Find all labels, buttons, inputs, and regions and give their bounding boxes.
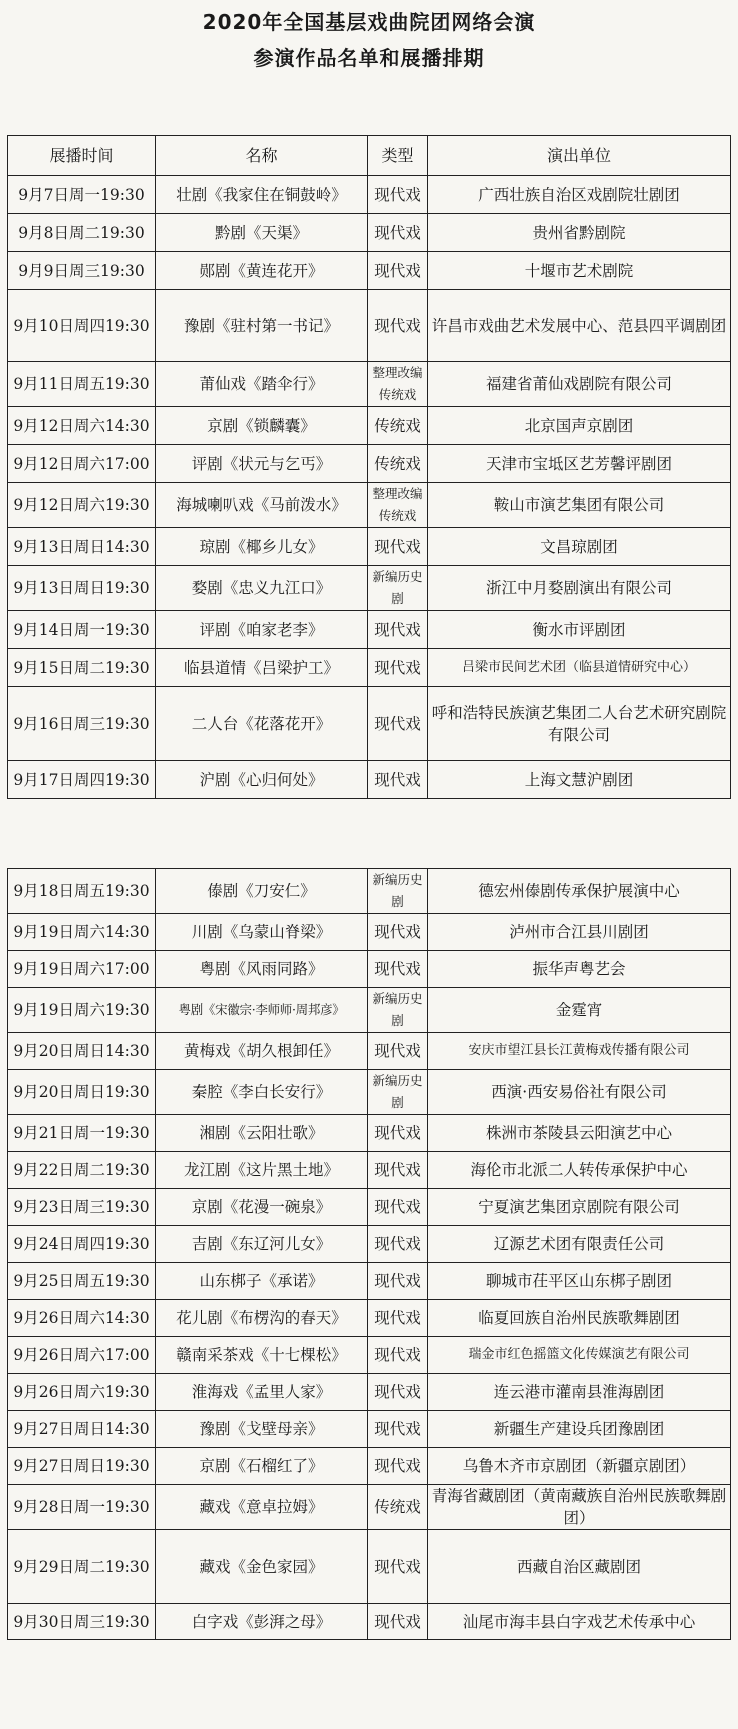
work-name: 豫剧《驻村第一书记》 xyxy=(156,290,368,362)
work-type: 现代戏 xyxy=(368,649,428,687)
work-name: 藏戏《意卓拉姆》 xyxy=(156,1485,368,1530)
work-name: 山东梆子《承诺》 xyxy=(156,1263,368,1300)
work-type: 新编历史剧 xyxy=(368,1070,428,1115)
work-type: 现代戏 xyxy=(368,1300,428,1337)
performing-unit: 海伦市北派二人转传承保护中心 xyxy=(428,1152,731,1189)
performing-unit: 许昌市戏曲艺术发展中心、范县四平调剧团 xyxy=(428,290,731,362)
work-type: 整理改编传统戏 xyxy=(368,483,428,528)
schedule-table-part2 xyxy=(7,868,731,1640)
work-name: 黄梅戏《胡久根卸任》 xyxy=(156,1033,368,1070)
broadcast-time: 9月12日周六17:00 xyxy=(8,445,156,483)
broadcast-time: 9月29日周二19:30 xyxy=(8,1530,156,1604)
work-type: 新编历史剧 xyxy=(368,988,428,1033)
broadcast-time: 9月13日周日14:30 xyxy=(8,528,156,566)
broadcast-time: 9月16日周三19:30 xyxy=(8,687,156,761)
performing-unit: 衡水市评剧团 xyxy=(428,611,731,649)
broadcast-time: 9月28日周一19:30 xyxy=(8,1485,156,1530)
performing-unit: 呼和浩特民族演艺集团二人台艺术研究剧院有限公司 xyxy=(428,687,731,761)
table-row xyxy=(8,1411,731,1448)
work-name: 粤剧《风雨同路》 xyxy=(156,951,368,988)
work-name: 评剧《状元与乞丐》 xyxy=(156,445,368,483)
table-row xyxy=(8,566,731,611)
broadcast-time: 9月14日周一19:30 xyxy=(8,611,156,649)
work-name: 花儿剧《布楞沟的春天》 xyxy=(156,1300,368,1337)
work-type: 现代戏 xyxy=(368,1374,428,1411)
work-type: 现代戏 xyxy=(368,951,428,988)
work-type: 现代戏 xyxy=(368,1226,428,1263)
performing-unit: 连云港市灌南县淮海剧团 xyxy=(428,1374,731,1411)
broadcast-time: 9月12日周六14:30 xyxy=(8,407,156,445)
performing-unit: 福建省莆仙戏剧院有限公司 xyxy=(428,362,731,407)
table-row xyxy=(8,1115,731,1152)
work-name: 临县道情《吕梁护工》 xyxy=(156,649,368,687)
performing-unit: 天津市宝坻区艺芳馨评剧团 xyxy=(428,445,731,483)
work-name: 白字戏《彭湃之母》 xyxy=(156,1604,368,1640)
table-row xyxy=(8,1337,731,1374)
work-name: 黔剧《天渠》 xyxy=(156,214,368,252)
broadcast-time: 9月26日周六14:30 xyxy=(8,1300,156,1337)
broadcast-time: 9月21日周一19:30 xyxy=(8,1115,156,1152)
work-type: 传统戏 xyxy=(368,1485,428,1530)
table-row xyxy=(8,869,731,914)
work-name: 豫剧《戈壁母亲》 xyxy=(156,1411,368,1448)
work-type: 现代戏 xyxy=(368,290,428,362)
table-row xyxy=(8,649,731,687)
table-row xyxy=(8,362,731,407)
work-name: 婺剧《忠义九江口》 xyxy=(156,566,368,611)
work-name: 琼剧《椰乡儿女》 xyxy=(156,528,368,566)
work-type: 现代戏 xyxy=(368,252,428,290)
header-time: 展播时间 xyxy=(8,136,156,176)
work-name: 粤剧《宋徽宗·李师师·周邦彦》 xyxy=(156,988,368,1033)
table-row xyxy=(8,445,731,483)
broadcast-time: 9月20日周日14:30 xyxy=(8,1033,156,1070)
broadcast-time: 9月30日周三19:30 xyxy=(8,1604,156,1640)
performing-unit: 西藏自治区藏剧团 xyxy=(428,1530,731,1604)
work-type: 新编历史剧 xyxy=(368,869,428,914)
performing-unit: 乌鲁木齐市京剧团（新疆京剧团） xyxy=(428,1448,731,1485)
performing-unit: 文昌琼剧团 xyxy=(428,528,731,566)
work-type: 现代戏 xyxy=(368,1530,428,1604)
broadcast-time: 9月13日周日19:30 xyxy=(8,566,156,611)
header-type: 类型 xyxy=(368,136,428,176)
performing-unit: 新疆生产建设兵团豫剧团 xyxy=(428,1411,731,1448)
work-type: 现代戏 xyxy=(368,1152,428,1189)
work-name: 沪剧《心归何处》 xyxy=(156,761,368,799)
broadcast-time: 9月27日周日19:30 xyxy=(8,1448,156,1485)
table-row xyxy=(8,1070,731,1115)
table-row xyxy=(8,1448,731,1485)
performing-unit: 西演·西安易俗社有限公司 xyxy=(428,1070,731,1115)
performing-unit: 德宏州傣剧传承保护展演中心 xyxy=(428,869,731,914)
table-row xyxy=(8,1604,731,1640)
broadcast-time: 9月20日周日19:30 xyxy=(8,1070,156,1115)
work-type: 传统戏 xyxy=(368,445,428,483)
work-type: 整理改编传统戏 xyxy=(368,362,428,407)
broadcast-time: 9月19日周六17:00 xyxy=(8,951,156,988)
broadcast-time: 9月27日周日14:30 xyxy=(8,1411,156,1448)
work-type: 现代戏 xyxy=(368,1033,428,1070)
work-type: 现代戏 xyxy=(368,1411,428,1448)
broadcast-time: 9月23日周三19:30 xyxy=(8,1189,156,1226)
performing-unit: 上海文慧沪剧团 xyxy=(428,761,731,799)
table-row xyxy=(8,1263,731,1300)
table-row xyxy=(8,611,731,649)
table-row xyxy=(8,176,731,214)
work-type: 新编历史剧 xyxy=(368,566,428,611)
broadcast-time: 9月22日周二19:30 xyxy=(8,1152,156,1189)
header-unit: 演出单位 xyxy=(428,136,731,176)
work-type: 现代戏 xyxy=(368,611,428,649)
broadcast-time: 9月7日周一19:30 xyxy=(8,176,156,214)
performing-unit: 青海省藏剧团（黄南藏族自治州民族歌舞剧团） xyxy=(428,1485,731,1530)
table-row xyxy=(8,483,731,528)
table-row xyxy=(8,1300,731,1337)
work-name: 二人台《花落花开》 xyxy=(156,687,368,761)
table-row xyxy=(8,252,731,290)
performing-unit: 金霆宵 xyxy=(428,988,731,1033)
table-row xyxy=(8,951,731,988)
performing-unit: 广西壮族自治区戏剧院壮剧团 xyxy=(428,176,731,214)
table-row xyxy=(8,1530,731,1604)
page-subtitle: 参演作品名单和展播排期 xyxy=(253,46,485,70)
table-row xyxy=(8,1226,731,1263)
page-title: 2020年全国基层戏曲院团网络会演 xyxy=(202,10,536,34)
performing-unit: 株洲市茶陵县云阳演艺中心 xyxy=(428,1115,731,1152)
table-row xyxy=(8,407,731,445)
performing-unit: 泸州市合江县川剧团 xyxy=(428,914,731,951)
performing-unit: 北京国声京剧团 xyxy=(428,407,731,445)
schedule-table-part1 xyxy=(7,135,731,799)
work-name: 京剧《花漫一碗泉》 xyxy=(156,1189,368,1226)
work-name: 淮海戏《孟里人家》 xyxy=(156,1374,368,1411)
broadcast-time: 9月12日周六19:30 xyxy=(8,483,156,528)
broadcast-time: 9月17日周四19:30 xyxy=(8,761,156,799)
work-type: 现代戏 xyxy=(368,1263,428,1300)
broadcast-time: 9月19日周六14:30 xyxy=(8,914,156,951)
work-name: 郧剧《黄连花开》 xyxy=(156,252,368,290)
work-type: 传统戏 xyxy=(368,407,428,445)
work-name: 吉剧《东辽河儿女》 xyxy=(156,1226,368,1263)
broadcast-time: 9月8日周二19:30 xyxy=(8,214,156,252)
work-type: 现代戏 xyxy=(368,1448,428,1485)
performing-unit: 吕梁市民间艺术团（临县道情研究中心） xyxy=(428,649,731,687)
table-row xyxy=(8,687,731,761)
performing-unit: 贵州省黔剧院 xyxy=(428,214,731,252)
work-name: 莆仙戏《踏伞行》 xyxy=(156,362,368,407)
broadcast-time: 9月19日周六19:30 xyxy=(8,988,156,1033)
broadcast-time: 9月24日周四19:30 xyxy=(8,1226,156,1263)
table-row xyxy=(8,914,731,951)
performing-unit: 振华声粤艺会 xyxy=(428,951,731,988)
work-type: 现代戏 xyxy=(368,1337,428,1374)
table-row xyxy=(8,761,731,799)
table-row xyxy=(8,988,731,1033)
work-name: 海城喇叭戏《马前泼水》 xyxy=(156,483,368,528)
broadcast-time: 9月10日周四19:30 xyxy=(8,290,156,362)
work-type: 现代戏 xyxy=(368,687,428,761)
table-row xyxy=(8,290,731,362)
performing-unit: 临夏回族自治州民族歌舞剧团 xyxy=(428,1300,731,1337)
work-name: 秦腔《李白长安行》 xyxy=(156,1070,368,1115)
work-type: 现代戏 xyxy=(368,1115,428,1152)
table-header-row xyxy=(8,136,731,176)
work-name: 京剧《锁麟囊》 xyxy=(156,407,368,445)
table-row xyxy=(8,214,731,252)
header-name: 名称 xyxy=(156,136,368,176)
broadcast-time: 9月25日周五19:30 xyxy=(8,1263,156,1300)
table-row xyxy=(8,1152,731,1189)
table-row xyxy=(8,1485,731,1530)
work-type: 现代戏 xyxy=(368,761,428,799)
performing-unit: 辽源艺术团有限责任公司 xyxy=(428,1226,731,1263)
performing-unit: 十堰市艺术剧院 xyxy=(428,252,731,290)
performing-unit: 宁夏演艺集团京剧院有限公司 xyxy=(428,1189,731,1226)
work-name: 龙江剧《这片黑土地》 xyxy=(156,1152,368,1189)
work-name: 藏戏《金色家园》 xyxy=(156,1530,368,1604)
performing-unit: 瑞金市红色摇篮文化传媒演艺有限公司 xyxy=(428,1337,731,1374)
work-name: 傣剧《刀安仁》 xyxy=(156,869,368,914)
work-type: 现代戏 xyxy=(368,214,428,252)
performing-unit: 鞍山市演艺集团有限公司 xyxy=(428,483,731,528)
table-row xyxy=(8,528,731,566)
broadcast-time: 9月9日周三19:30 xyxy=(8,252,156,290)
work-name: 赣南采茶戏《十七棵松》 xyxy=(156,1337,368,1374)
table-row xyxy=(8,1189,731,1226)
work-name: 壮剧《我家住在铜鼓岭》 xyxy=(156,176,368,214)
performing-unit: 浙江中月婺剧演出有限公司 xyxy=(428,566,731,611)
broadcast-time: 9月26日周六17:00 xyxy=(8,1337,156,1374)
work-type: 现代戏 xyxy=(368,176,428,214)
work-type: 现代戏 xyxy=(368,1189,428,1226)
work-type: 现代戏 xyxy=(368,914,428,951)
work-name: 川剧《乌蒙山脊梁》 xyxy=(156,914,368,951)
work-name: 湘剧《云阳壮歌》 xyxy=(156,1115,368,1152)
broadcast-time: 9月15日周二19:30 xyxy=(8,649,156,687)
broadcast-time: 9月18日周五19:30 xyxy=(8,869,156,914)
work-type: 现代戏 xyxy=(368,1604,428,1640)
performing-unit: 聊城市茌平区山东梆子剧团 xyxy=(428,1263,731,1300)
work-type: 现代戏 xyxy=(368,528,428,566)
work-name: 评剧《咱家老李》 xyxy=(156,611,368,649)
work-name: 京剧《石榴红了》 xyxy=(156,1448,368,1485)
broadcast-time: 9月11日周五19:30 xyxy=(8,362,156,407)
performing-unit: 汕尾市海丰县白字戏艺术传承中心 xyxy=(428,1604,731,1640)
table-row xyxy=(8,1374,731,1411)
performing-unit: 安庆市望江县长江黄梅戏传播有限公司 xyxy=(428,1033,731,1070)
broadcast-time: 9月26日周六19:30 xyxy=(8,1374,156,1411)
table-row xyxy=(8,1033,731,1070)
